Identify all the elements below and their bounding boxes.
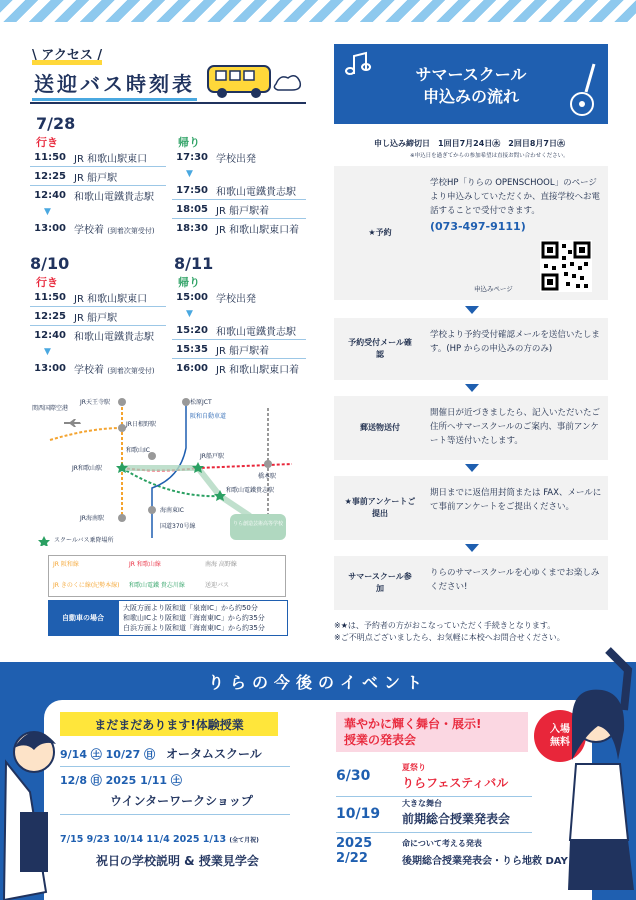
guitar-icon [566, 62, 606, 120]
event-divider [60, 814, 290, 815]
flow-arrow [465, 306, 479, 314]
trip3-return-table [172, 288, 306, 378]
summer-title: サマースクール [415, 65, 527, 84]
stop-row: 15:20 和歌山電鐵貴志駅 [172, 321, 306, 340]
map-label: JR船戸駅 [200, 453, 224, 460]
map-label: JR海南駅 [80, 515, 104, 522]
stop-row: 13:00 学校着 (到着次第受付) [34, 223, 155, 236]
trip2-date: 8/10 [30, 254, 70, 273]
stop-row: 15:00 学校出発 [176, 292, 256, 305]
event-name: ウインターワークショップ [110, 794, 253, 808]
map-label: 海南東IC [160, 507, 184, 514]
legend-item: 南海 高野線 [205, 561, 237, 568]
map-label: JR和歌山駅 [72, 465, 102, 472]
step-label: サマースクール参加 [348, 572, 412, 593]
step-text: りらのサマースクールを心ゆくまでお楽しみください! [430, 568, 600, 592]
event-subtitle: 命について考える発表 [402, 839, 482, 848]
map-label: 阪和自動車道 [190, 413, 227, 420]
event-name: 後期総合授業発表会・りら地救 DAY [402, 856, 568, 867]
map-label: 和歌山IC [126, 447, 150, 454]
trip1-out-table [30, 148, 166, 238]
stop-row: 17:30 学校出発 [176, 152, 256, 165]
stop-row: 12:40 和歌山電鐵貴志駅 [34, 330, 154, 343]
stop-row: 13:00 学校着 (到着次第受付) [34, 363, 155, 376]
student-girl-illustration [568, 640, 636, 900]
summer-school-header [334, 44, 608, 124]
map-label: 関西国際空港 [32, 405, 69, 412]
bus-icon [204, 62, 304, 102]
down-arrow-icon: ▼ [186, 169, 193, 179]
step-participate [334, 556, 608, 610]
stop-row: 12:40 和歌山電鐵貴志駅 [34, 190, 154, 203]
step-text: 学校HP「りらの OPENSCHOOL」のページより申込みしていただくか、直接学校へお電話することで受付できます。 [430, 178, 601, 216]
step-mail [334, 396, 608, 460]
map-label: 和歌山電鐵貴志駅 [226, 487, 275, 494]
event-dates: 12/8 ㊐ 2025 1/11 ㊏ [60, 774, 182, 787]
legend-item: JR きのくに線(紀勢本線) [53, 582, 120, 589]
phone-number: (073-497-9111) [430, 220, 526, 233]
events-title: りらの今後のイベント [207, 673, 428, 692]
event-name: 前期総合授業発表会 [402, 812, 511, 826]
event-dates: 7/15 9/23 10/14 11/4 2025 1/13 (全て月祝) [60, 834, 259, 845]
step-text: 期日までに返信用封筒または FAX、メールにて事前アンケートをご提出ください。 [430, 488, 602, 512]
step-email-confirm [334, 318, 608, 380]
event-divider [336, 796, 532, 797]
qr-code-icon[interactable] [540, 240, 592, 292]
event-name: オータムスクール [166, 747, 262, 761]
summer-subtitle: 申込みの流れ [422, 87, 519, 106]
car-route: 大阪方面より阪和道「泉南IC」から約50分 [123, 604, 258, 612]
map-label: 松原JCT [190, 399, 212, 406]
deadline-note: ※申込日を過ぎてからの参加希望は直接お問い合わせください。 [410, 153, 569, 159]
step-text: 学校より予約受付確認メールを送信いたします。(HP からの申込みの方のみ) [430, 330, 600, 354]
map-label: 国道370号線 [160, 523, 196, 530]
car-label: 自動車の場合 [48, 600, 118, 636]
badge-line: 授業の発表会 [344, 733, 417, 747]
map-label: スクールバス乗降場所 [54, 537, 114, 544]
trip1-out-label: 行き [36, 136, 58, 149]
bus-timetable-title: 送迎バス時刻表 [34, 68, 195, 97]
legend-item: 送迎バス [205, 582, 230, 589]
stop-row: 11:50 JR 和歌山駅東口 [30, 288, 166, 307]
map-legend [48, 555, 286, 597]
top-stripe [0, 0, 636, 22]
event-subtitle: 大きな舞台 [402, 799, 442, 808]
map-label: JR天王寺駅 [80, 399, 110, 406]
music-note-icon [342, 50, 372, 80]
map-label: 橋本駅 [258, 473, 277, 480]
event-date: 2025 2/22 [336, 836, 373, 866]
map-label: JR日根野駅 [126, 421, 156, 428]
stop-row: 15:35 JR 船戸駅着 [172, 340, 306, 359]
trip2-out-table [30, 288, 166, 378]
trip3-date: 8/11 [174, 254, 214, 273]
stop-row: 18:30 JR 和歌山駅東口着 [176, 223, 300, 236]
legend-item: 和歌山電鐵 貴志川線 [129, 582, 185, 589]
badge-line: 華やかに輝く舞台・展示! [344, 717, 482, 731]
step-text: 開催日が近づきましたら、記入いただいたご住所へサマースクールのご案内、事前アンケート等送付いたします。 [430, 408, 601, 446]
trip2-out-label: 行き [36, 276, 58, 289]
application-deadline: 申し込み締切日 1回目7月24日㊌ 2回目8月7日㊌ [374, 139, 565, 148]
flow-arrow [465, 464, 479, 472]
event-date: 6/30 [336, 768, 371, 784]
event-date: 10/19 [336, 806, 381, 822]
step-label: ★事前アンケートご提出 [344, 497, 416, 518]
step-label: 予約受付メール確認 [348, 338, 412, 359]
stop-row: 16:00 JR 和歌山駅東口着 [176, 363, 300, 376]
right-events-badge [336, 712, 528, 752]
trip3-return-label: 帰り [178, 276, 200, 289]
summer-note: ※★は、予約者の方がおこなっていただく手続きとなります。 [334, 621, 556, 630]
stop-row: 12:25 JR 船戸駅 [30, 167, 166, 186]
summer-note: ※ご不明点ございましたら、お気軽に本校へお問合せください。 [334, 633, 565, 642]
stop-row: 18:05 JR 船戸駅着 [172, 200, 306, 219]
down-arrow-icon: ▼ [186, 309, 193, 319]
event-name: 祝日の学校説明 & 授業見学会 [96, 854, 259, 868]
legend-item: JR 阪和線 [53, 561, 79, 568]
flow-arrow [465, 384, 479, 392]
flow-arrow [465, 544, 479, 552]
free-admission-badge: 入場 無料 [534, 710, 586, 762]
route-map [30, 388, 298, 546]
access-label: \ アクセス / [32, 44, 102, 63]
stop-row: 17:50 和歌山電鐵貴志駅 [172, 181, 306, 200]
event-divider [336, 832, 532, 833]
trip1-return-label: 帰り [178, 136, 200, 149]
down-arrow-icon: ▼ [44, 207, 51, 217]
map-label: りら創造芸術高等学校 [233, 521, 284, 527]
car-route: 和歌山ICより阪和道「海南東IC」から約35分 [123, 614, 265, 622]
trip1-return-table [172, 148, 306, 238]
car-route: 白浜方面より阪和道「海南東IC」から約35分 [123, 624, 265, 632]
legend-item: JR 和歌山線 [129, 561, 161, 568]
stop-row: 11:50 JR 和歌山駅東口 [30, 148, 166, 167]
step-label: 郵送物送付 [360, 423, 400, 432]
step-label: ★予約 [368, 228, 392, 237]
qr-link-label[interactable]: 申込みページ [474, 285, 513, 293]
event-name: りらフェスティバル [402, 776, 509, 790]
car-access-box [48, 600, 288, 636]
student-boy-illustration [0, 712, 60, 900]
title-underline [30, 102, 306, 104]
event-subtitle: 夏祭り [402, 763, 426, 772]
left-events-badge: まだまだあります!体験授業 [60, 712, 278, 736]
trip1-date: 7/28 [36, 114, 76, 133]
step-survey [334, 476, 608, 540]
event-divider [60, 766, 290, 767]
stop-row: 12:25 JR 船戸駅 [30, 307, 166, 326]
event-dates: 9/14 ㊏ 10/27 ㊐ [60, 748, 156, 761]
down-arrow-icon: ▼ [44, 347, 51, 357]
